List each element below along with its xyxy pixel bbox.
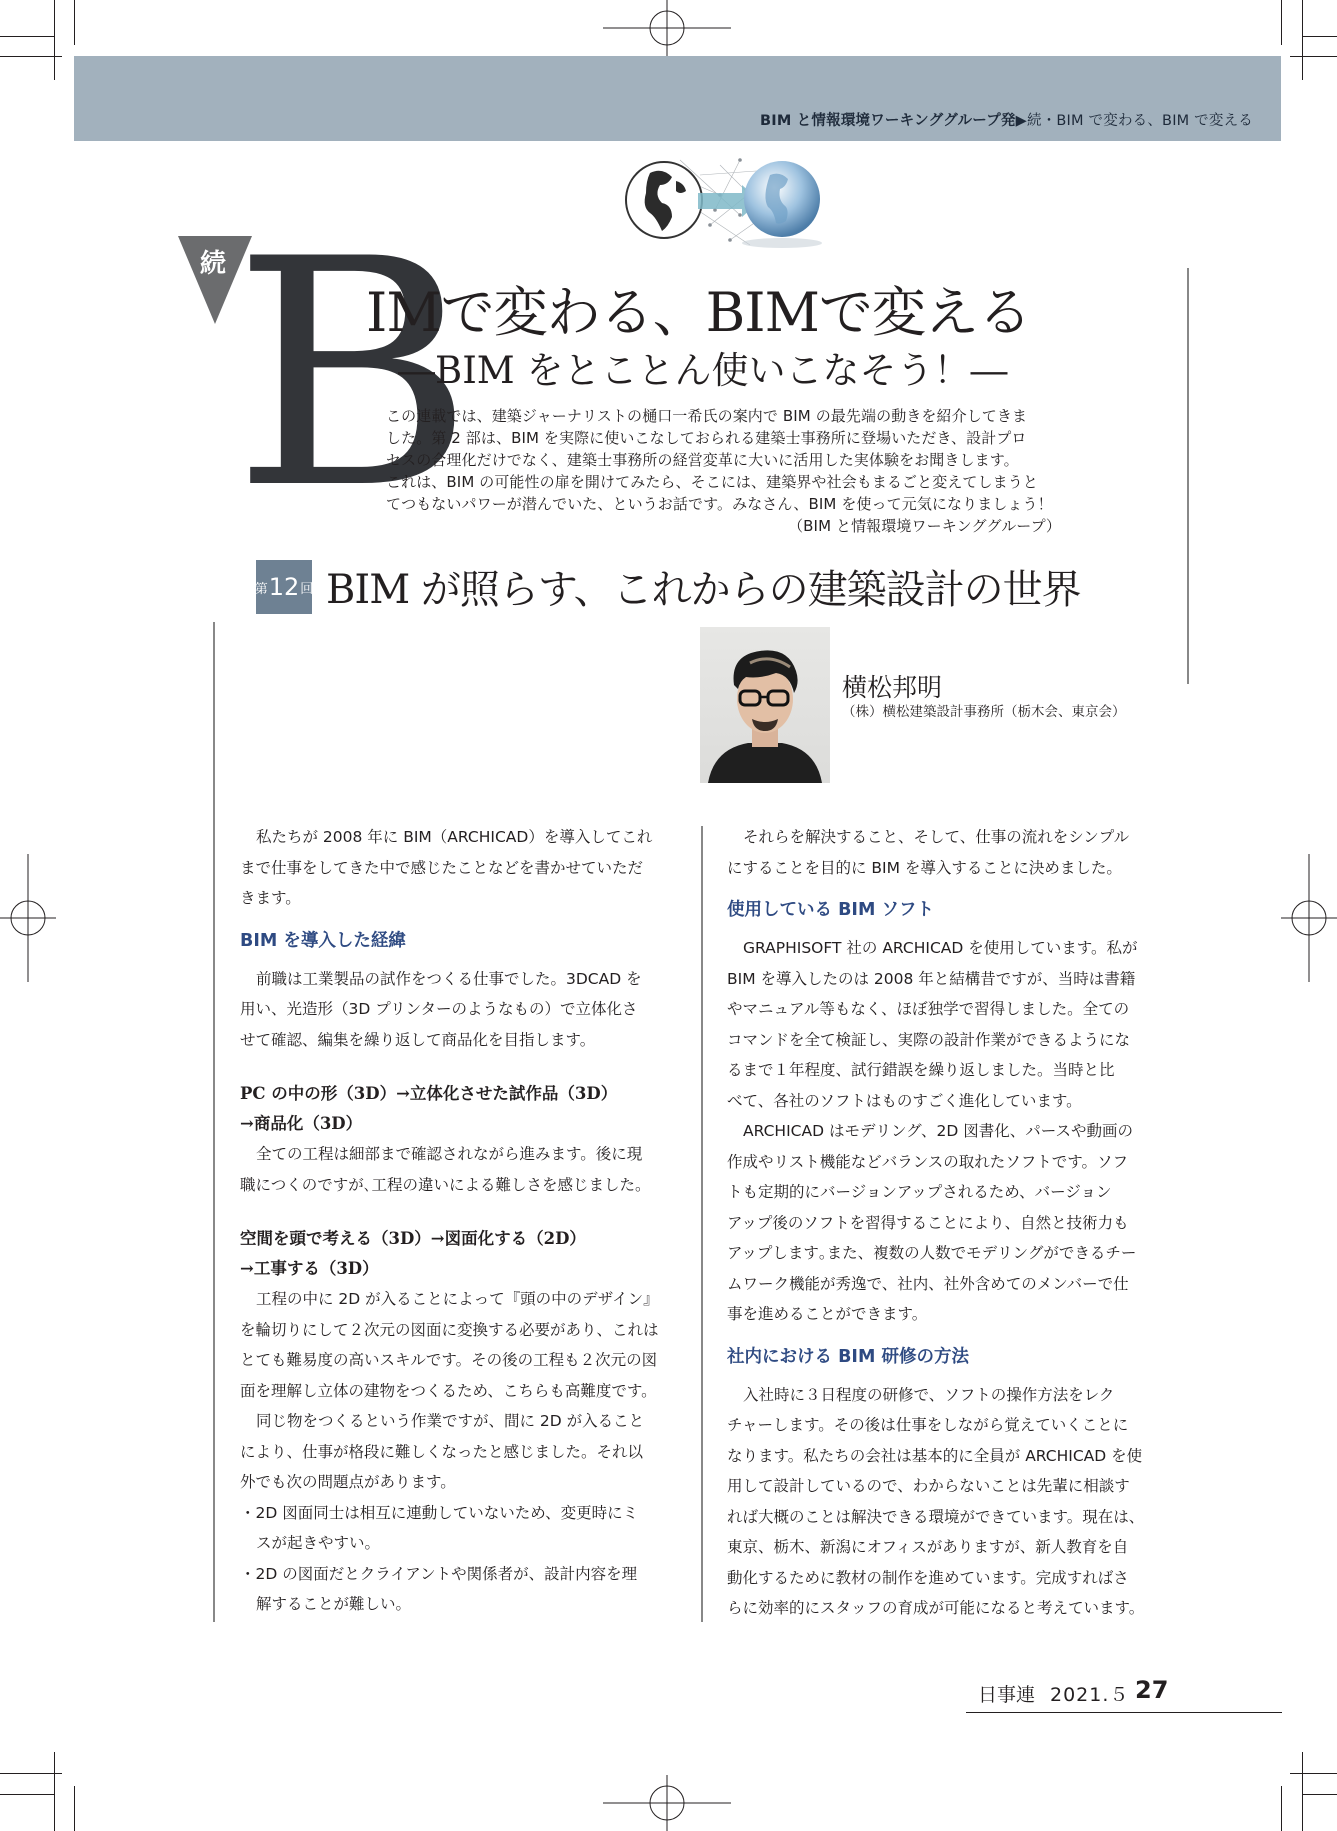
crop-mark — [0, 1794, 55, 1795]
crop-mark — [1281, 0, 1282, 45]
body-line: GRAPHISOFT 社の ARCHICAD を使用しています。私が — [743, 939, 1138, 957]
registration-mark — [1281, 854, 1337, 982]
intro-line: この連載では、建築ジャーナリストの樋口一希氏の案内で BIM の最先端の動きを紹介してきま — [386, 407, 1028, 425]
body-line: アップします｡また、複数の人数でモデリングができるチー — [727, 1244, 1137, 1262]
body-line: とても難易度の高いスキルです。その後の工程も２次元の図 — [240, 1351, 658, 1369]
body-line: ARCHICAD はモデリング、2D 図書化、パースや動画の — [743, 1122, 1133, 1140]
crop-mark — [0, 36, 55, 37]
globe-network-logo — [620, 155, 830, 253]
author-name: 横松邦明 — [842, 673, 943, 702]
column-divider — [701, 826, 703, 1622]
body-line: アップ後のソフトを習得することにより、自然と技術力も — [727, 1213, 1129, 1232]
vertical-rule — [213, 622, 215, 1622]
series-label: BIM と情報環境ワーキンググループ発 — [760, 113, 1016, 129]
body-line: べて、各社のソフトはものすごく進化しています。 — [727, 1091, 1082, 1110]
registration-mark — [603, 1775, 731, 1831]
crop-mark — [74, 0, 75, 45]
crop-mark — [74, 1786, 75, 1831]
body-line: まで仕事をしてきた中で感じたことなどを書かせていただ — [240, 858, 644, 877]
author-affiliation: （株）横松建築設計事務所（栃木会、東京会） — [842, 704, 1126, 720]
body-line: により、仕事が格段に難しくなったと感じました。それ以 — [240, 1442, 644, 1461]
registration-mark — [0, 854, 56, 982]
intro-line: これは、BIM の可能性の扉を開けてみたら、そこには、建築界や社会もまるごと変えてしまうと — [386, 473, 1038, 491]
series-intro — [386, 405, 1061, 537]
crop-mark — [1302, 1794, 1337, 1795]
footer-magazine: 日事連 — [978, 1684, 1036, 1706]
header-band — [74, 56, 1281, 141]
section-heading: 社内における BIM 研修の方法 — [727, 1346, 969, 1367]
body-line: 同じ物をつくるという作業ですが、間に 2D が入ること — [256, 1412, 645, 1430]
flow-subheading: PC の中の形（3D）→立体化させた試作品（3D） — [240, 1084, 618, 1103]
body-line: 用して設計しているので、わからないことは先輩に相談す — [727, 1477, 1130, 1495]
intro-line: セスの合理化だけでなく、建築士事務所の経営変革に大いに活用した実体験をお聞きします。 — [386, 451, 1019, 469]
bullet-item: ・2D 図面同士は相互に連動していないため、変更時にミ — [240, 1503, 639, 1522]
crop-mark — [0, 56, 62, 57]
body-line: きます。 — [240, 889, 301, 907]
crop-mark — [54, 1752, 55, 1831]
crop-mark — [1281, 1786, 1282, 1831]
crop-mark — [1302, 36, 1337, 37]
body-line: コマンドを全て検証し、実際の設計作業ができるようにな — [727, 1030, 1131, 1049]
crop-mark — [54, 0, 55, 80]
flow-subheading: →工事する（3D） — [240, 1259, 379, 1278]
intro-line: した。第 2 部は、BIM を実際に使いこなしておられる建築士事務所に登場いただき、設計プロ — [386, 429, 1027, 447]
body-column-left — [240, 822, 684, 1620]
series-title-main: IMで変わる、BIMで変える — [366, 281, 1031, 344]
crop-mark — [1302, 1752, 1303, 1831]
body-line: トも定期的にバージョンアップされるため、バージョン — [727, 1183, 1112, 1201]
body-line: れば大概のことは解決できる環境ができています。現在は、 — [727, 1507, 1145, 1526]
section-heading: BIM を導入した経緯 — [240, 930, 406, 951]
crop-mark — [1302, 0, 1303, 80]
body-line: 面を理解し立体の建物をつくるため、こちらも高難度です。 — [240, 1381, 657, 1400]
spacer — [240, 1200, 684, 1224]
episode-number: 12 — [268, 573, 300, 601]
crop-mark — [1290, 1773, 1337, 1774]
body-line: 東京、栃木、新潟にオフィスがありますが、新人教育を自 — [727, 1538, 1129, 1556]
spacer — [240, 1055, 684, 1079]
body-line: チャーします。その後は仕事をしながら覚えていくことに — [727, 1416, 1129, 1434]
body-line: 職につくのですが､工程の違いによる難しさを感じました。 — [240, 1175, 651, 1194]
drop-cap-b: B — [232, 192, 475, 558]
body-line: らに効率的にスタッフの育成が可能になると考えています。 — [727, 1599, 1145, 1617]
body-line: 外でも次の問題点があります。 — [240, 1473, 456, 1491]
body-line: せて確認、編集を繰り返して商品化を目指します。 — [240, 1030, 596, 1049]
body-line: 用い、光造形（3D プリンターのようなもの）で立体化さ — [240, 1000, 638, 1018]
body-line: BIM を導入したのは 2008 年と結構昔ですが、当時は書籍 — [727, 969, 1136, 988]
body-line: 入社時に３日程度の研修で、ソフトの操作方法をレク — [743, 1385, 1115, 1404]
zoku-label: 続 — [200, 249, 227, 279]
footer-date: 2021.５ — [1050, 1684, 1130, 1706]
episode-badge — [256, 560, 312, 614]
body-line: にすることを目的に BIM を導入することに決めました。 — [727, 858, 1122, 877]
bullet-item-cont: スが起きやすい。 — [256, 1534, 381, 1552]
series-subtitle: ―BIM をとことん使いこなそう！― — [398, 349, 1008, 392]
registration-mark — [603, 0, 731, 56]
body-line: 事を進めることができます。 — [727, 1305, 928, 1323]
episode-suffix: 回 — [300, 581, 314, 597]
running-header — [760, 109, 1253, 130]
body-line: ムワーク機能が秀逸で、社内、社外含めてのメンバーで仕 — [727, 1274, 1129, 1293]
body-line: 工程の中に 2D が入ることによって『頭の中のデザイン』 — [256, 1290, 659, 1308]
series-title: 続・BIM で変わる、BIM で変える — [1027, 113, 1253, 129]
intro-line: てつもないパワーが潜んでいた、というお話です。みなさん、BIM を使って元気になりましょう！ — [386, 495, 1053, 513]
intro-credit: （BIM と情報環境ワーキンググループ） — [788, 517, 1061, 535]
flow-subheading: 空間を頭で考える（3D）→図面化する（2D） — [240, 1229, 586, 1248]
vertical-rule — [1187, 268, 1189, 684]
body-line: 私たちが 2008 年に BIM（ARCHICAD）を導入してこれ — [256, 828, 653, 846]
body-line: 全ての工程は細部まで確認されながら進みます。後に現 — [256, 1145, 643, 1163]
bullet-item-cont: 解することが難しい。 — [256, 1595, 412, 1613]
body-line: やマニュアル等もなく、ほぼ独学で習得しました。全ての — [727, 1000, 1130, 1018]
body-line: なります。私たちの会社は基本的に全員が ARCHICAD を使 — [727, 1446, 1143, 1465]
body-line: 前職は工業製品の試作をつくる仕事でした。3DCAD を — [256, 969, 642, 988]
page-number: 27 — [1135, 1676, 1169, 1704]
body-line: 動化するために教材の制作を進めています。完成すればさ — [727, 1568, 1129, 1587]
author-photo — [700, 627, 830, 783]
bullet-item: ・2D の図面だとクライアントや関係者が、設計内容を理 — [240, 1564, 638, 1583]
section-heading: 使用している BIM ソフト — [727, 900, 934, 920]
crop-mark — [0, 1773, 62, 1774]
body-line: それらを解決すること、そして、仕事の流れをシンプル — [743, 828, 1130, 846]
article-title: BIM が照らす、これからの建築設計の世界 — [326, 567, 1081, 613]
body-line: 作成やリスト機能などバランスの取れたソフトです。ソフ — [727, 1152, 1128, 1171]
body-line: るまで１年程度、試行錯誤を繰り返しました。当時と比 — [727, 1061, 1115, 1079]
episode-prefix: 第 — [254, 581, 268, 597]
arrow-icon: ▶ — [1015, 113, 1027, 129]
body-column-right — [727, 822, 1171, 1624]
flow-subheading: →商品化（3D） — [240, 1114, 363, 1133]
crop-mark — [1290, 56, 1337, 57]
body-line: を輪切りにして２次元の図面に変換する必要があり、これは — [240, 1320, 659, 1339]
footer-rule — [966, 1712, 1282, 1713]
